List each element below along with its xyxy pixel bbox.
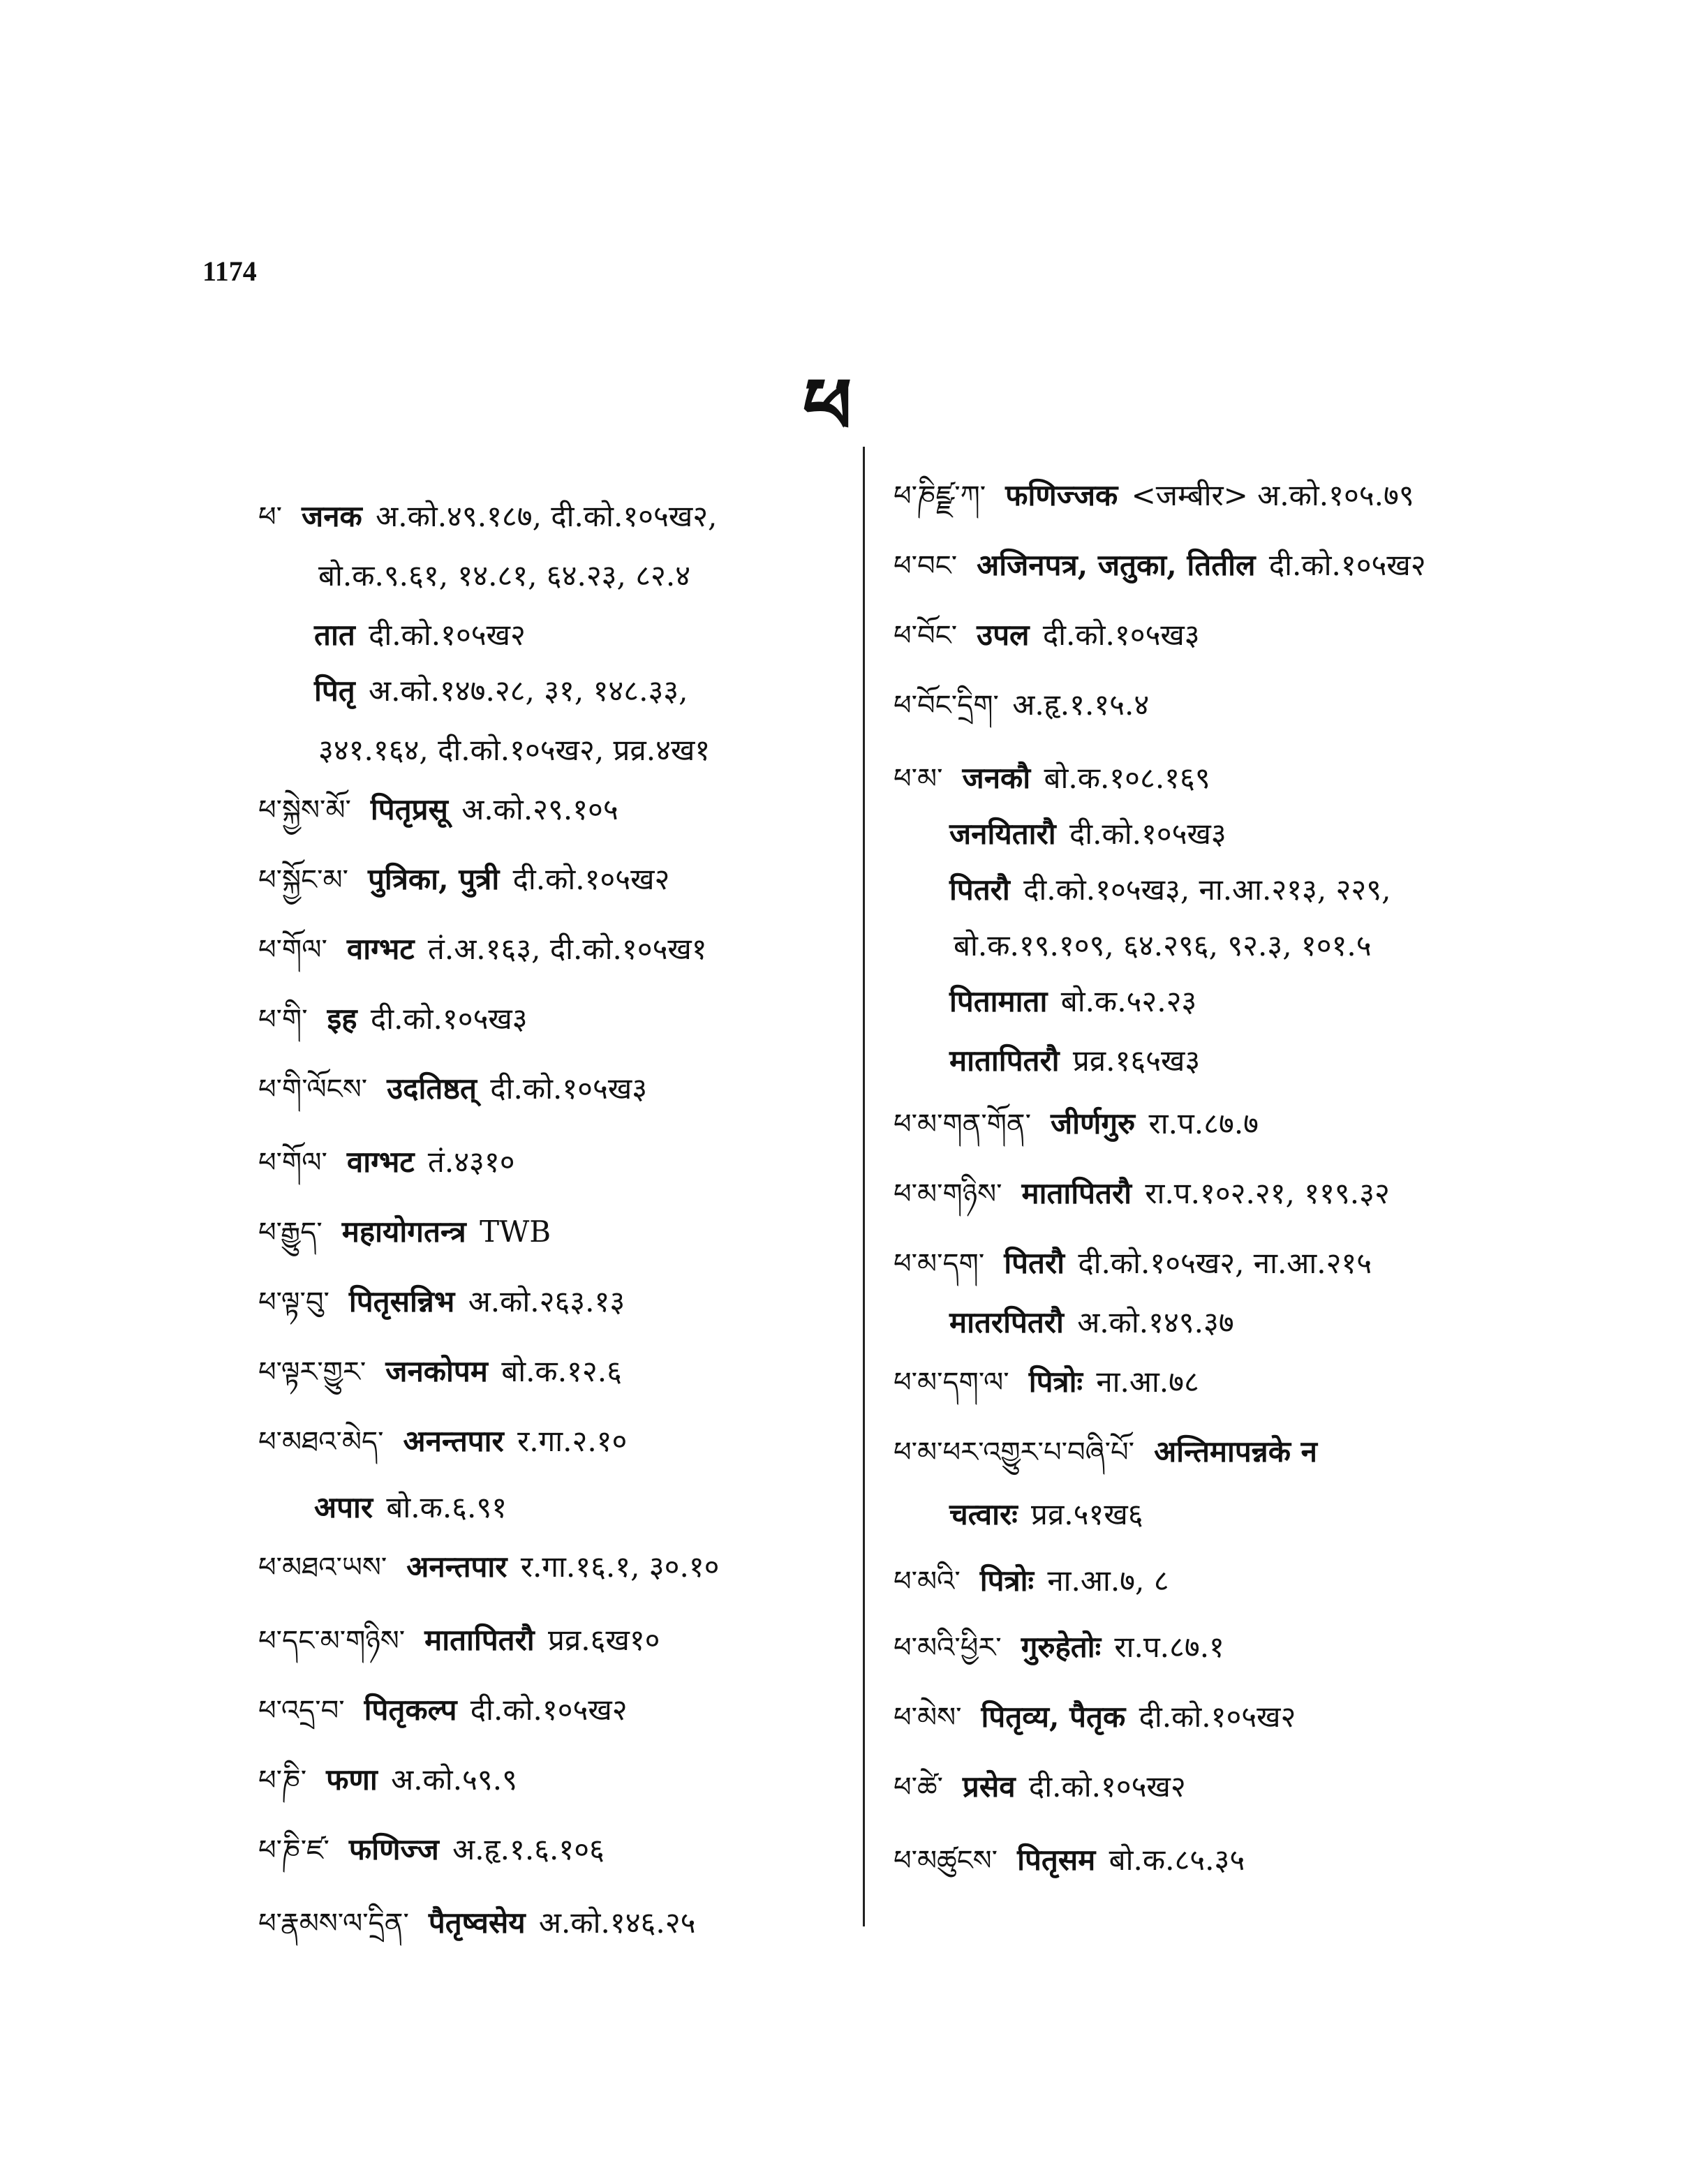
dictionary-entry bbox=[894, 1560, 1169, 1603]
sanskrit-equivalent: चत्वारः bbox=[949, 1497, 1018, 1531]
source-reference: प्रव्र.१६५ख३ bbox=[1063, 1043, 1201, 1078]
sanskrit-equivalent: फणिज्जक bbox=[1005, 478, 1118, 512]
sanskrit-equivalent: वाग्भट bbox=[346, 1145, 415, 1179]
sanskrit-equivalent: महायोगतन्त्र bbox=[341, 1214, 466, 1249]
dictionary-entry bbox=[258, 1420, 627, 1463]
dictionary-entry bbox=[314, 555, 690, 597]
dictionary-entry bbox=[894, 1431, 1317, 1473]
page-number: 1174 bbox=[202, 255, 257, 287]
dictionary-entry bbox=[258, 1689, 628, 1732]
dictionary-entry bbox=[894, 757, 1210, 800]
source-reference: तं.अ.१६३, दी.को.१०५ख१ bbox=[418, 932, 707, 966]
source-reference: बो.क.१९.१०९, ६४.२९६, ९२.३, १०१.५ bbox=[954, 928, 1372, 963]
source-reference: दी.को.१०५ख३ bbox=[480, 1071, 648, 1106]
sanskrit-equivalent: उदतिष्ठत् bbox=[387, 1071, 477, 1106]
source-reference: अ.को.५९.९ bbox=[381, 1762, 517, 1797]
dictionary-entry bbox=[314, 729, 710, 771]
tibetan-headword: ཕ་གི་ལོངས་ bbox=[258, 1074, 368, 1106]
tibetan-headword: ཕ་བོང་ bbox=[894, 620, 958, 652]
dictionary-entry bbox=[894, 1173, 1390, 1215]
tibetan-headword: ཕ་རྒྱུད་ bbox=[258, 1217, 323, 1249]
dictionary-entry bbox=[894, 1361, 1199, 1404]
tibetan-headword: ཕ་མཚུངས་ bbox=[894, 1845, 998, 1877]
tibetan-headword: ཕ་མ་དག་ bbox=[894, 1248, 985, 1280]
source-reference: रा.प.८७.१ bbox=[1105, 1630, 1224, 1664]
source-reference: दी.को.१०५ख२ bbox=[359, 618, 526, 652]
source-reference: ३४१.१६४, दी.को.१०५ख२, प्रव्र.४ख१ bbox=[318, 733, 711, 767]
sanskrit-equivalent: पितामाता bbox=[949, 984, 1048, 1018]
dictionary-entry bbox=[949, 1040, 1200, 1082]
dictionary-entry bbox=[258, 1211, 551, 1254]
dictionary-entry bbox=[949, 1494, 1143, 1536]
tibetan-headword: ཕ་མ་གཉིས་ bbox=[894, 1178, 1002, 1210]
tibetan-headword: ཕ་མ་ཕར་འགྱུར་པ་བཞི་པོ་ bbox=[894, 1436, 1135, 1469]
source-reference: TWB bbox=[470, 1214, 551, 1249]
dictionary-entry bbox=[258, 789, 618, 831]
sanskrit-equivalent: पित्रोः bbox=[1028, 1365, 1083, 1399]
source-reference: प्रव्र.६ख१० bbox=[538, 1623, 660, 1657]
dictionary-entry bbox=[894, 475, 1414, 517]
dictionary-entry bbox=[894, 1103, 1259, 1145]
source-reference: अ.हृ.१.१५.४ bbox=[1002, 688, 1150, 722]
source-reference: अ.को.२६३.१३ bbox=[459, 1284, 625, 1318]
dictionary-entry bbox=[258, 998, 528, 1041]
sanskrit-equivalent: मातरपितरौ bbox=[949, 1305, 1064, 1339]
sanskrit-equivalent: अन्तिमापन्नके न bbox=[1154, 1434, 1317, 1469]
dictionary-entry bbox=[314, 670, 688, 712]
dictionary-entry bbox=[894, 1766, 1186, 1808]
sanskrit-equivalent: वाग्भट bbox=[346, 932, 415, 966]
sanskrit-equivalent: फणा bbox=[326, 1762, 378, 1797]
tibetan-headword: ཕ་ཎིཛྫ་ཀ་ bbox=[894, 480, 986, 512]
dictionary-entry bbox=[894, 1242, 1372, 1285]
source-reference: दी.को.१०५ख३ bbox=[361, 1002, 528, 1036]
sanskrit-equivalent: पैतृष्वसेय bbox=[428, 1906, 526, 1940]
tibetan-headword: ཕ་ཎི་ཛ་ bbox=[258, 1834, 329, 1866]
sanskrit-equivalent: पुत्रिका, पुत्री bbox=[368, 862, 500, 896]
dictionary-entry bbox=[894, 544, 1426, 587]
dictionary-entry bbox=[314, 614, 526, 656]
source-reference: प्रव्र.५१ख६ bbox=[1021, 1497, 1143, 1531]
sanskrit-equivalent: पितरौ bbox=[949, 872, 1010, 907]
tibetan-headword: ཕ་ཚེ་ bbox=[894, 1771, 943, 1804]
sanskrit-equivalent: प्रसेव bbox=[962, 1769, 1016, 1804]
source-reference: तं.४३१० bbox=[418, 1145, 515, 1179]
dictionary-entry bbox=[258, 1141, 515, 1184]
sanskrit-equivalent: अपार bbox=[314, 1490, 373, 1524]
source-reference: दी.को.१०५ख२ bbox=[461, 1693, 628, 1727]
dictionary-entry bbox=[258, 496, 717, 538]
dictionary-entry bbox=[258, 1902, 695, 1945]
source-reference: दी.को.१०५ख३, ना.आ.२१३, २२९, bbox=[1014, 872, 1391, 907]
tibetan-headword: ཕ་མ་གན་གོན་ bbox=[894, 1108, 1031, 1141]
sanskrit-equivalent: मातापितरौ bbox=[949, 1043, 1060, 1078]
sanskrit-equivalent: पितृव्य, पैतृक bbox=[981, 1700, 1126, 1734]
sanskrit-equivalent: पितृप्रसू bbox=[370, 792, 448, 826]
sanskrit-equivalent: अनन्तपार bbox=[403, 1424, 504, 1458]
tibetan-headword: ཕ་མེས་ bbox=[894, 1702, 962, 1734]
dictionary-entry bbox=[258, 1281, 625, 1323]
dictionary-entry bbox=[258, 1759, 517, 1802]
tibetan-headword: ཕ་བང་ bbox=[894, 550, 958, 582]
source-reference: <जम्बीर> अ.को.१०५.७९ bbox=[1122, 478, 1414, 512]
sanskrit-equivalent: पित्रोः bbox=[979, 1563, 1035, 1598]
column-divider bbox=[863, 447, 865, 1926]
sanskrit-equivalent: जनकोपम bbox=[385, 1354, 488, 1388]
tibetan-headword: ཕ་མའི་ཕྱིར་ bbox=[894, 1632, 1002, 1664]
dictionary-entry bbox=[949, 813, 1226, 855]
tibetan-headword: ཕ་འདྲ་བ་ bbox=[258, 1695, 345, 1727]
dictionary-entry bbox=[949, 869, 1391, 911]
dictionary-entry bbox=[894, 614, 1200, 657]
sanskrit-equivalent: जीर्णगुरु bbox=[1051, 1106, 1136, 1141]
source-reference: बो.क.८५.३५ bbox=[1099, 1843, 1245, 1877]
dictionary-entry bbox=[258, 928, 707, 971]
sanskrit-equivalent: अनन्तपार bbox=[406, 1550, 507, 1584]
source-reference: दी.को.१०५ख२ bbox=[1019, 1769, 1186, 1804]
dictionary-entry bbox=[949, 981, 1196, 1023]
dictionary-entry bbox=[258, 859, 669, 901]
source-reference: अ.को.१४६.२५ bbox=[529, 1906, 696, 1940]
dictionary-entry bbox=[314, 1487, 507, 1529]
dictionary-entry bbox=[894, 1839, 1245, 1882]
dictionary-entry bbox=[258, 1829, 605, 1871]
tibetan-headword: ཕ་ bbox=[258, 501, 283, 533]
source-reference: बो.क.६.९१ bbox=[377, 1490, 507, 1524]
source-reference: दी.को.१०५ख३ bbox=[1060, 817, 1226, 851]
source-reference: अ.को.१४९.३७ bbox=[1067, 1305, 1234, 1339]
tibetan-headword: ཕ་བོང་དྲིག་ bbox=[894, 690, 999, 722]
tibetan-headword: ཕ་སྐྱེས་མོ་ bbox=[258, 794, 351, 826]
source-reference: दी.को.१०५ख२ bbox=[1129, 1700, 1296, 1734]
tibetan-headword: ཕ་ཎི་ bbox=[258, 1765, 307, 1797]
sanskrit-equivalent: इह bbox=[327, 1002, 357, 1036]
source-reference: अ.को.२९.१०५ bbox=[452, 792, 618, 826]
sanskrit-equivalent: गुरुहेतोः bbox=[1021, 1630, 1102, 1664]
source-reference: अ.हृ.१.६.१०६ bbox=[443, 1832, 605, 1866]
dictionary-entry bbox=[894, 1696, 1296, 1739]
dictionary-entry bbox=[258, 1351, 622, 1393]
source-reference: र.गा.१६.१, ३०.१० bbox=[511, 1550, 720, 1584]
tibetan-headword: ཕ་སྐྱོང་མ་ bbox=[258, 864, 348, 896]
dictionary-entry bbox=[894, 684, 1149, 727]
sanskrit-equivalent: उपल bbox=[977, 618, 1030, 652]
sanskrit-equivalent: तात bbox=[314, 618, 355, 652]
sanskrit-equivalent: फणिज्ज bbox=[348, 1832, 439, 1866]
dictionary-entry bbox=[258, 1619, 660, 1662]
sanskrit-equivalent: पितरौ bbox=[1004, 1246, 1065, 1280]
sanskrit-equivalent: जनक bbox=[302, 499, 362, 533]
tibetan-headword: ཕ་མཐའ་ཡས་ bbox=[258, 1552, 387, 1584]
dictionary-entry bbox=[258, 1068, 647, 1110]
sanskrit-equivalent: मातापितरौ bbox=[1021, 1176, 1132, 1210]
source-reference: बो.क.९.६१, १४.८१, ६४.२३, ८२.४ bbox=[318, 558, 691, 593]
sanskrit-equivalent: जनकौ bbox=[962, 761, 1031, 795]
source-reference: रा.प.१०२.२१, ११९.३२ bbox=[1136, 1176, 1390, 1210]
dictionary-entry bbox=[894, 1626, 1224, 1669]
tibetan-headword: ཕ་མ་ bbox=[894, 763, 943, 795]
tibetan-headword: ཕ་རྣམས་ལ་དྲིན་ bbox=[258, 1908, 409, 1940]
sanskrit-equivalent: पितृसम bbox=[1017, 1843, 1096, 1877]
source-reference: र.गा.२.१० bbox=[507, 1424, 628, 1458]
sanskrit-equivalent: मातापितरौ bbox=[424, 1623, 535, 1657]
source-reference: बो.क.१०८.१६९ bbox=[1035, 761, 1210, 795]
sanskrit-equivalent: पितृसन्निभ bbox=[348, 1284, 455, 1318]
dictionary-entry bbox=[949, 925, 1372, 967]
source-reference: अ.को.१४७.२८, ३१, १४८.३३, bbox=[359, 674, 688, 708]
source-reference: दी.को.१०५ख२ bbox=[1259, 548, 1426, 582]
source-reference: दी.को.१०५ख२, ना.आ.२१५ bbox=[1068, 1246, 1372, 1280]
tibetan-headword: ཕ་གོལ་ bbox=[258, 934, 327, 966]
sanskrit-equivalent: अजिनपत्र, जतुका, तितील bbox=[977, 548, 1256, 582]
tibetan-headword: ཕ་མཐའ་མེད་ bbox=[258, 1426, 384, 1458]
tibetan-headword: ཕ་ལྟར་གྱུར་ bbox=[258, 1356, 366, 1388]
tibetan-headword: ཕ་མ་དག་ལ་ bbox=[894, 1367, 1009, 1399]
source-reference: ना.आ.७, ८ bbox=[1038, 1563, 1169, 1598]
sanskrit-equivalent: पितृकल्प bbox=[364, 1693, 457, 1727]
source-reference: दी.को.१०५ख२ bbox=[503, 862, 670, 896]
section-heading-letter: ཕ bbox=[803, 361, 852, 451]
source-reference: ना.आ.७८ bbox=[1086, 1365, 1199, 1399]
tibetan-headword: ཕ་ལྟ་བུ་ bbox=[258, 1286, 329, 1318]
dictionary-entry bbox=[949, 1302, 1234, 1344]
tibetan-headword: ཕ་མའི་ bbox=[894, 1566, 961, 1598]
source-reference: दी.को.१०५ख३ bbox=[1033, 618, 1200, 652]
tibetan-headword: ཕ་དང་མ་གཉིས་ bbox=[258, 1625, 406, 1657]
source-reference: अ.को.४९.१८७, दी.को.१०५ख२, bbox=[366, 499, 718, 533]
tibetan-headword: ཕ་གོལ་ bbox=[258, 1147, 327, 1179]
source-reference: बो.क.१२.६ bbox=[491, 1354, 622, 1388]
sanskrit-equivalent: जनयितारौ bbox=[949, 817, 1056, 851]
source-reference: बो.क.५२.२३ bbox=[1051, 984, 1197, 1018]
source-reference: रा.प.८७.७ bbox=[1139, 1106, 1259, 1141]
dictionary-entry bbox=[258, 1546, 720, 1589]
sanskrit-equivalent: पितृ bbox=[314, 674, 355, 708]
tibetan-headword: ཕ་གི་ bbox=[258, 1004, 308, 1036]
